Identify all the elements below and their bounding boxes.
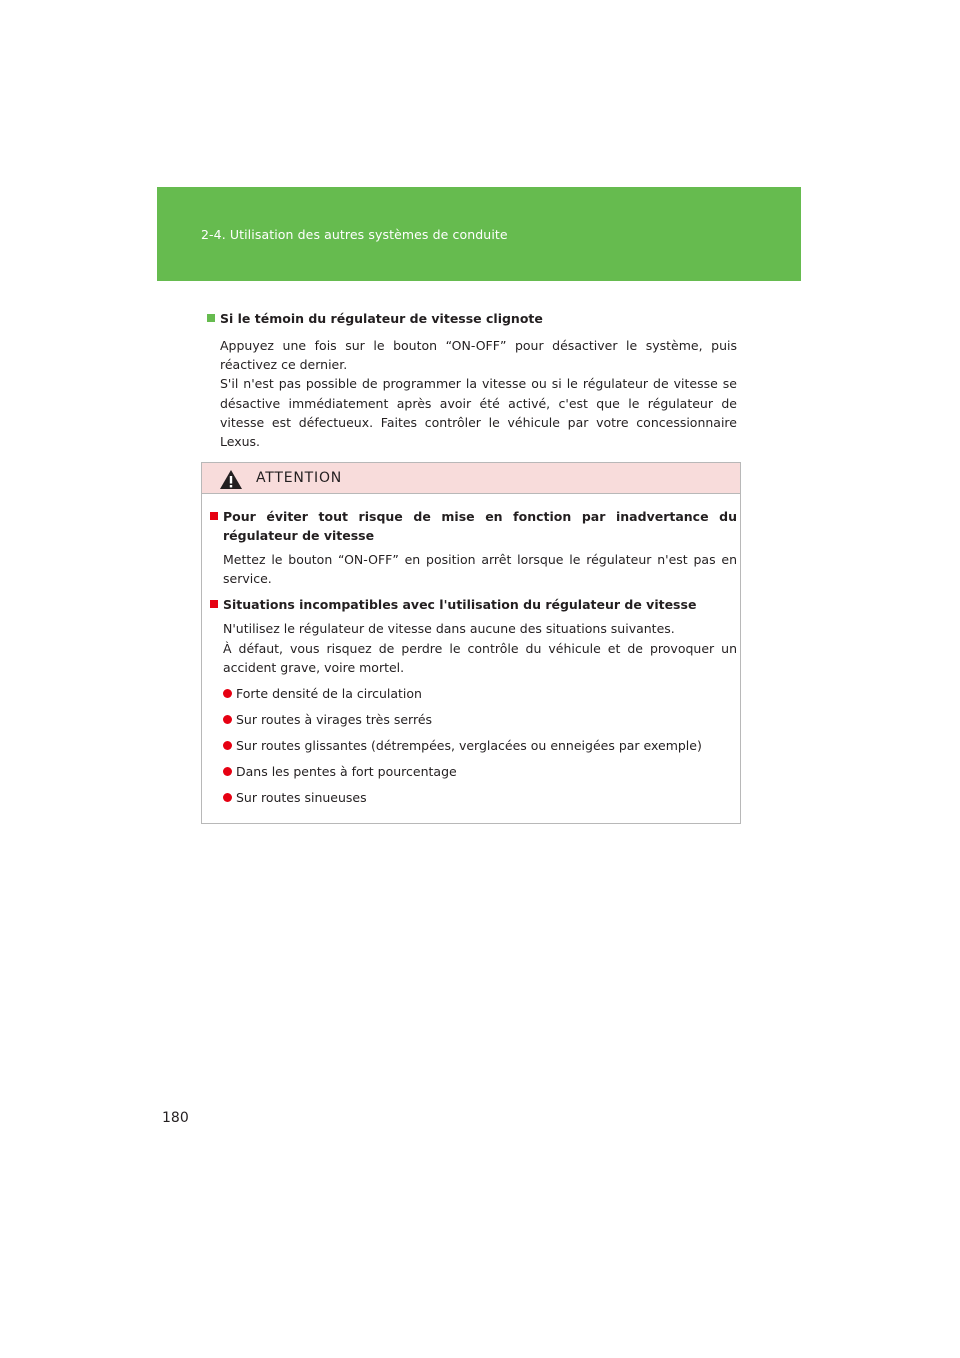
list-item [223,710,737,729]
section-heading [207,309,737,328]
warning-body [210,507,737,807]
green-square-icon [207,314,215,322]
warning-item-1-text: Mettez le bouton “ON-OFF” en position arrêt lorsque le régulateur n'est pas en service. [223,552,737,587]
section-title: 2-4. Utilisation des autres systèmes de conduite [201,227,508,242]
list-item-text: Sur routes sinueuses [236,790,367,806]
warning-item-2-heading-text: Situations incompatibles avec l'utilisation du régulateur de vitesse [223,597,697,613]
list-item-text: Sur routes à virages très serrés [236,712,433,728]
warning-box [201,462,741,824]
warning-item-2-heading [210,595,737,614]
info-section [207,309,737,451]
section-body [220,336,737,451]
warning-item-1-body [223,550,737,588]
red-square-icon [210,512,218,520]
warning-triangle-icon [219,469,243,490]
list-item [223,788,737,807]
warning-item-1-heading-text: Pour éviter tout risque de mise en fonction par inadvertance du régulateur de vitesse [223,509,737,543]
list-item-text: Sur routes glissantes (détrempées, verglacées ou enneigées par exemple) [236,738,702,754]
list-item-text: Forte densité de la circulation [236,686,422,702]
warning-title: ATTENTION [256,470,343,486]
red-bullet-icon [223,715,232,724]
section-paragraph-1: Appuyez une fois sur le bouton “ON-OFF” pour désactiver le système, puis réactivez ce dernier. [220,338,737,373]
list-item [223,736,737,755]
list-item [223,684,737,703]
list-item-text: Dans les pentes à fort pourcentage [236,764,457,780]
warning-header [202,463,740,494]
red-bullet-icon [223,741,232,750]
red-bullet-icon [223,793,232,802]
warning-item-2-text-1: N'utilisez le régulateur de vitesse dans aucune des situations suivantes. [223,621,675,637]
red-square-icon [210,600,218,608]
warning-item-2-body [223,619,737,677]
section-paragraph-2: S'il n'est pas possible de programmer la vitesse ou si le régulateur de vitesse se désactive immédiatement après avoir été activé, c'est que le régulateur de vitesse est défectueux. Faites contrôler le véhicule par votre concessionnaire Lexus. [220,376,737,450]
red-bullet-icon [223,689,232,698]
page-number: 180 [162,1110,189,1126]
list-item [223,762,737,781]
warning-item-2-text-2: À défaut, vous risquez de perdre le contrôle du véhicule et de provoquer un accident grave, voire mortel. [223,640,737,675]
warning-item-1-heading [210,507,737,545]
section-heading-text: Si le témoin du régulateur de vitesse clignote [220,311,543,326]
header-band [157,187,801,281]
red-bullet-icon [223,767,232,776]
